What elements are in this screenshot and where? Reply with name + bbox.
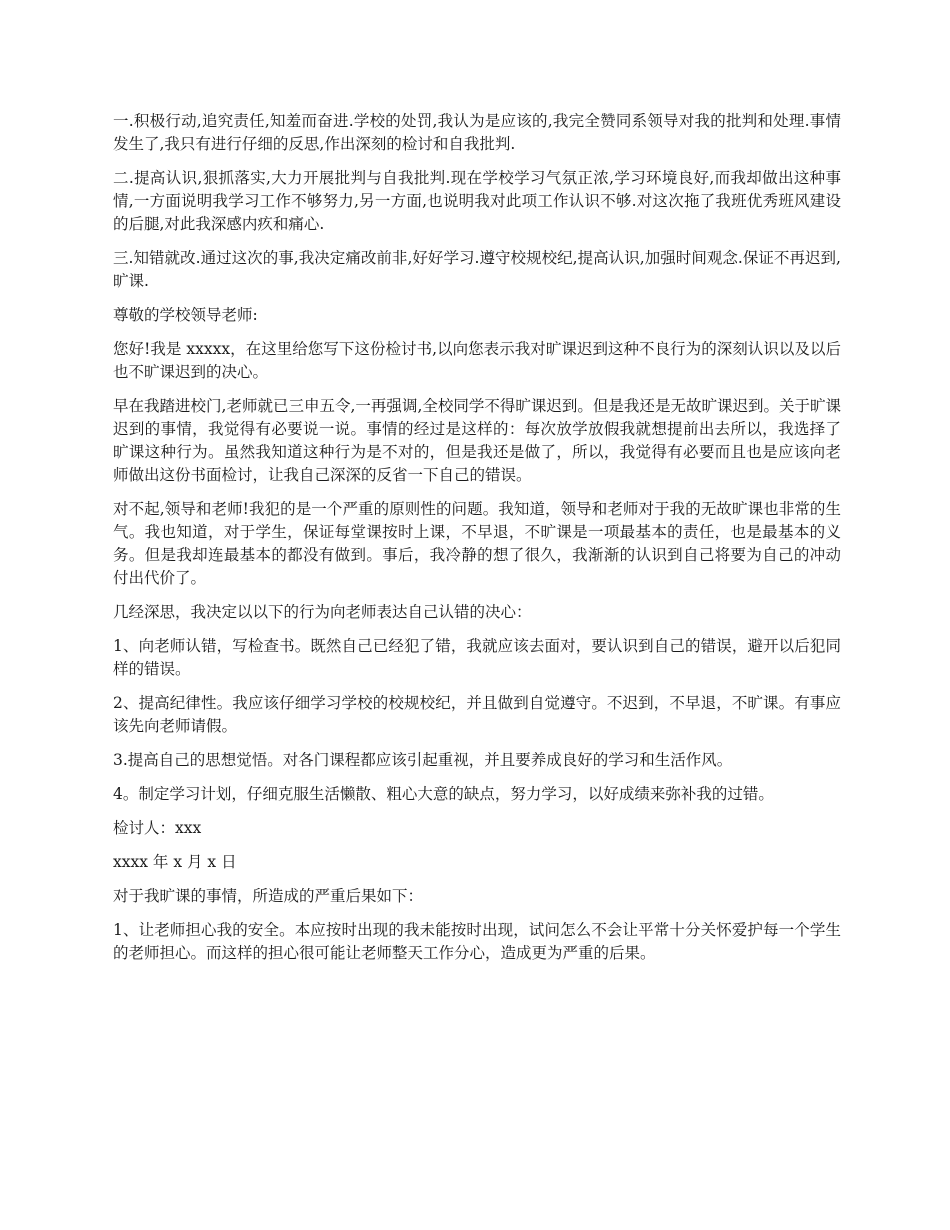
paragraph-background: 早在我踏进校门,老师就已三申五令,一再强调,全校同学不得旷课迟到。但是我还是无故旷课迟到。关于旷课迟到的事情，我觉得有必要说一说。事情的经过是这样的：每次放学放假我就想提前出去所以，我选择了旷课这种行为。虽然我知道这种行为是不对的，但是我还是做了，所以，我觉得有必要而且也是应该向老师做出这份书面检讨，让我自己深深的反省一下自己的错误。: [113, 397, 841, 484]
paragraph-apology: 对不起,领导和老师!我犯的是一个严重的原则性的问题。我知道，领导和老师对于我的无故旷课也非常的生气。我也知道，对于学生，保证每堂课按时上课，不早退，不旷课是一项最基本的责任，也是最基本的义务。但是我却连最基本的都没有做到。事后，我冷静的想了很久，我渐渐的认识到自己将要为自己的冲动付出代价了。: [113, 500, 841, 587]
signature-line: 检讨人：xxx: [113, 819, 202, 837]
paragraph-resolution-intro: 几经深思，我决定以以下的行为向老师表达自己认错的决心：: [113, 603, 532, 621]
paragraph-2: 二.提高认识,狠抓落实,大力开展批判与自我批判.现在学校学习气氛正浓,学习环境良好,而我却做出这种事情,一方面说明我学习工作不够努力,另一方面,也说明我对此项工作认识不够.对这次拖了我班优秀班风建设的后腿,对此我深感内疚和痛心.: [113, 169, 841, 233]
greeting-paragraph: 您好!我是 xxxxx，在这里给您写下这份检讨书,以向您表示我对旷课迟到这种不良行为的深刻认识以及以后也不旷课迟到的决心。: [113, 340, 841, 381]
list-item-1: 1、向老师认错，写检查书。既然自己已经犯了错，我就应该去面对，要认识到自己的错误，避开以后犯同样的错误。: [113, 637, 841, 678]
document-body: [113, 110, 841, 976]
list-item-2: 2、提高纪律性。我应该仔细学习学校的校规校纪，并且做到自觉遵守。不迟到，不早退，不旷课。有事应该先向老师请假。: [113, 694, 841, 735]
list-item-4: 4。制定学习计划，仔细克服生活懒散、粗心大意的缺点，努力学习，以好成绩来弥补我的过错。: [113, 785, 774, 803]
salutation: 尊敬的学校领导老师:: [113, 306, 258, 324]
date-line: xxxx 年 x 月 x 日: [113, 853, 237, 871]
list-item-3: 3.提高自己的思想觉悟。对各门课程都应该引起重视，并且要养成良好的学习和生活作风。: [113, 751, 733, 769]
consequences-intro: 对于我旷课的事情，所造成的严重后果如下：: [113, 887, 424, 905]
consequence-item-1: 1、让老师担心我的安全。本应按时出现的我未能按时出现，试问怎么不会让平常十分关怀爱护每一个学生的老师担心。而这样的担心很可能让老师整天工作分心，造成更为严重的后果。: [113, 921, 841, 962]
paragraph-3: 三.知错就改.通过这次的事,我决定痛改前非,好好学习.遵守校规校纪,提高认识,加强时间观念.保证不再迟到,旷课.: [113, 249, 841, 290]
paragraph-1: 一.积极行动,追究责任,知羞而奋进.学校的处罚,我认为是应该的,我完全赞同系领导对我的批判和处理.事情发生了,我只有进行仔细的反思,作出深刻的检讨和自我批判.: [113, 112, 841, 153]
